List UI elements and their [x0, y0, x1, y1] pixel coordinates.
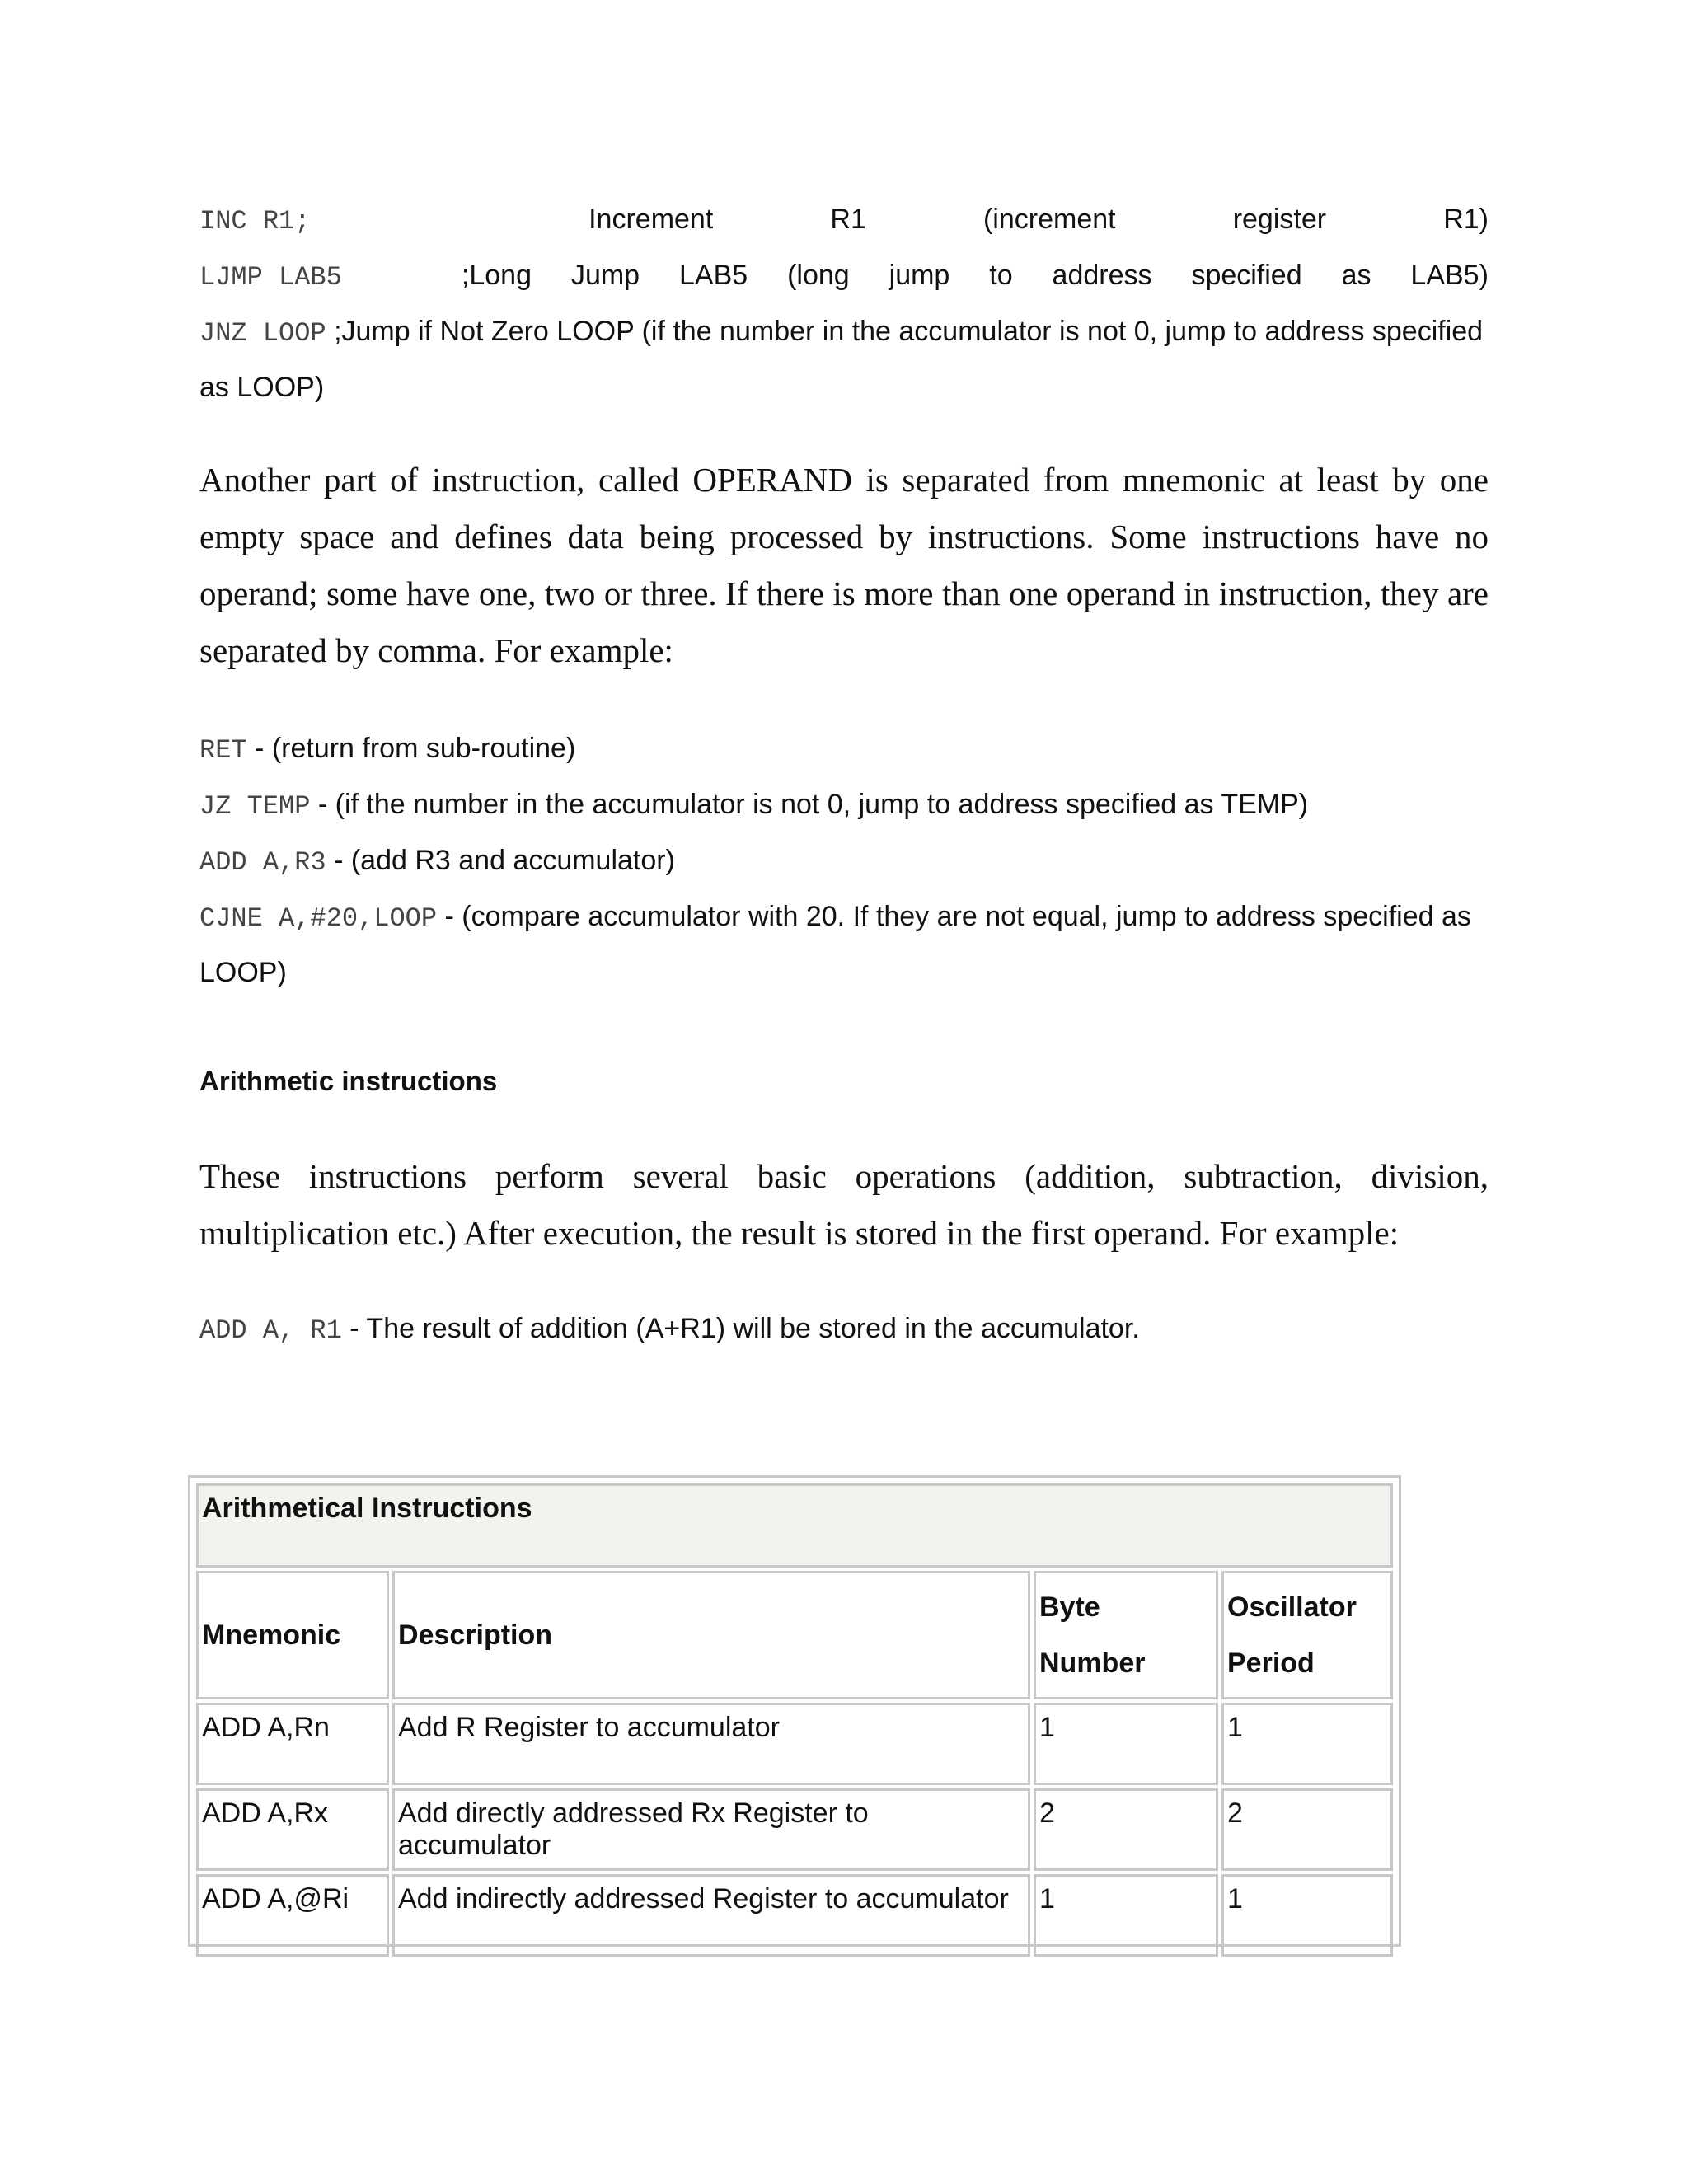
jnz-text: ;Jump if Not Zero LOOP (if the number in the accumulator is not 0, jump to address specified — [326, 316, 1484, 347]
example-text: - (if the number in the accumulator is not 0, jump to address specified as TEMP) — [310, 789, 1309, 820]
example-text: - (return from sub-routine) — [246, 733, 576, 764]
cell-mnemonic: ADD A,Rn — [196, 1703, 389, 1785]
cell-bytes: 1 — [1034, 1874, 1218, 1957]
ljmp-word: Jump — [570, 260, 640, 291]
cell-description: Add directly addressed Rx Register to accumulator — [392, 1788, 1030, 1871]
ljmp-word: specified — [1191, 260, 1302, 291]
section-heading: Arithmetic instructions — [199, 1066, 498, 1096]
header-mnemonic: Mnemonic — [196, 1571, 389, 1699]
example-code: RET — [199, 735, 247, 766]
example-text: - (add R3 and accumulator) — [326, 845, 675, 876]
header-description: Description — [392, 1571, 1030, 1699]
header-oscillator-period — [1221, 1571, 1393, 1699]
cell-osc: 1 — [1221, 1874, 1393, 1957]
ljmp-word: LAB5) — [1410, 260, 1489, 291]
inc-word: (increment — [982, 204, 1116, 235]
inc-line — [199, 191, 1489, 250]
example-code: ADD A, R1 — [199, 1315, 342, 1346]
cell-mnemonic: ADD A,@Ri — [196, 1874, 389, 1957]
example-add — [199, 832, 1489, 891]
arithmetic-paragraph: These instructions perform several basic operations (addition, subtraction, division, multiplication etc.) After execution, the result is stored in the first operand. For example: — [199, 1157, 1489, 1252]
example-code: JZ TEMP — [199, 791, 311, 822]
example-add-r1 — [199, 1301, 1489, 1359]
inc-code: INC R1; — [199, 206, 311, 237]
example-code: CJNE A,#20,LOOP — [199, 903, 438, 934]
table-caption: Arithmetical Instructions — [196, 1483, 1393, 1568]
ljmp-word: to — [989, 260, 1013, 291]
cell-bytes: 2 — [1034, 1788, 1218, 1871]
ljmp-word: jump — [889, 260, 950, 291]
inc-word: register — [1232, 204, 1327, 235]
header-oscillator-line2: Period — [1227, 1647, 1315, 1679]
operand-paragraph: Another part of instruction, called OPERAND is separated from mnemonic at least by one empty space and defines data being processed by instructions. Some instructions have no operand; some have one, two or three. If there is more than one operand in instruction, they are separated by comma. For example: — [199, 461, 1489, 669]
table-row — [196, 1788, 1393, 1871]
arithmetic-table — [188, 1475, 1401, 1947]
cell-description: Add indirectly addressed Register to accumulator — [392, 1874, 1030, 1957]
jnz-code: JNZ LOOP — [199, 318, 326, 349]
cell-mnemonic: ADD A,Rx — [196, 1788, 389, 1871]
inc-word: R1 — [830, 204, 866, 235]
header-byte-number: Byte Number — [1034, 1571, 1218, 1699]
inc-word: Increment — [588, 204, 714, 235]
ljmp-word: LAB5 — [679, 260, 748, 291]
jnz-line — [199, 303, 1489, 362]
cell-bytes: 1 — [1034, 1703, 1218, 1785]
jnz-line-cont: as LOOP) — [199, 372, 325, 403]
table-header-row — [196, 1571, 1393, 1699]
example-code: ADD A,R3 — [199, 847, 326, 878]
example-cjne-cont: LOOP) — [199, 957, 287, 988]
table-row — [196, 1703, 1393, 1785]
inc-word: R1) — [1443, 204, 1489, 235]
header-oscillator-line1: Oscillator — [1227, 1591, 1357, 1623]
ljmp-word: address — [1052, 260, 1152, 291]
example-text: - The result of addition (A+R1) will be stored in the accumulator. — [341, 1313, 1140, 1344]
ljmp-word: as — [1341, 260, 1372, 291]
example-text: - (compare accumulator with 20. If they are not equal, jump to address specified as — [437, 901, 1471, 932]
example-cjne — [199, 888, 1489, 947]
cell-osc: 1 — [1221, 1703, 1393, 1785]
example-ret — [199, 720, 1489, 779]
ljmp-word: (long — [787, 260, 850, 291]
ljmp-line — [199, 247, 1489, 306]
ljmp-word: ;Long — [461, 260, 532, 291]
cell-description: Add R Register to accumulator — [392, 1703, 1030, 1785]
ljmp-code: LJMP LAB5 — [199, 262, 342, 293]
example-jz — [199, 776, 1489, 835]
cell-osc: 2 — [1221, 1788, 1393, 1871]
table-row — [196, 1874, 1393, 1957]
